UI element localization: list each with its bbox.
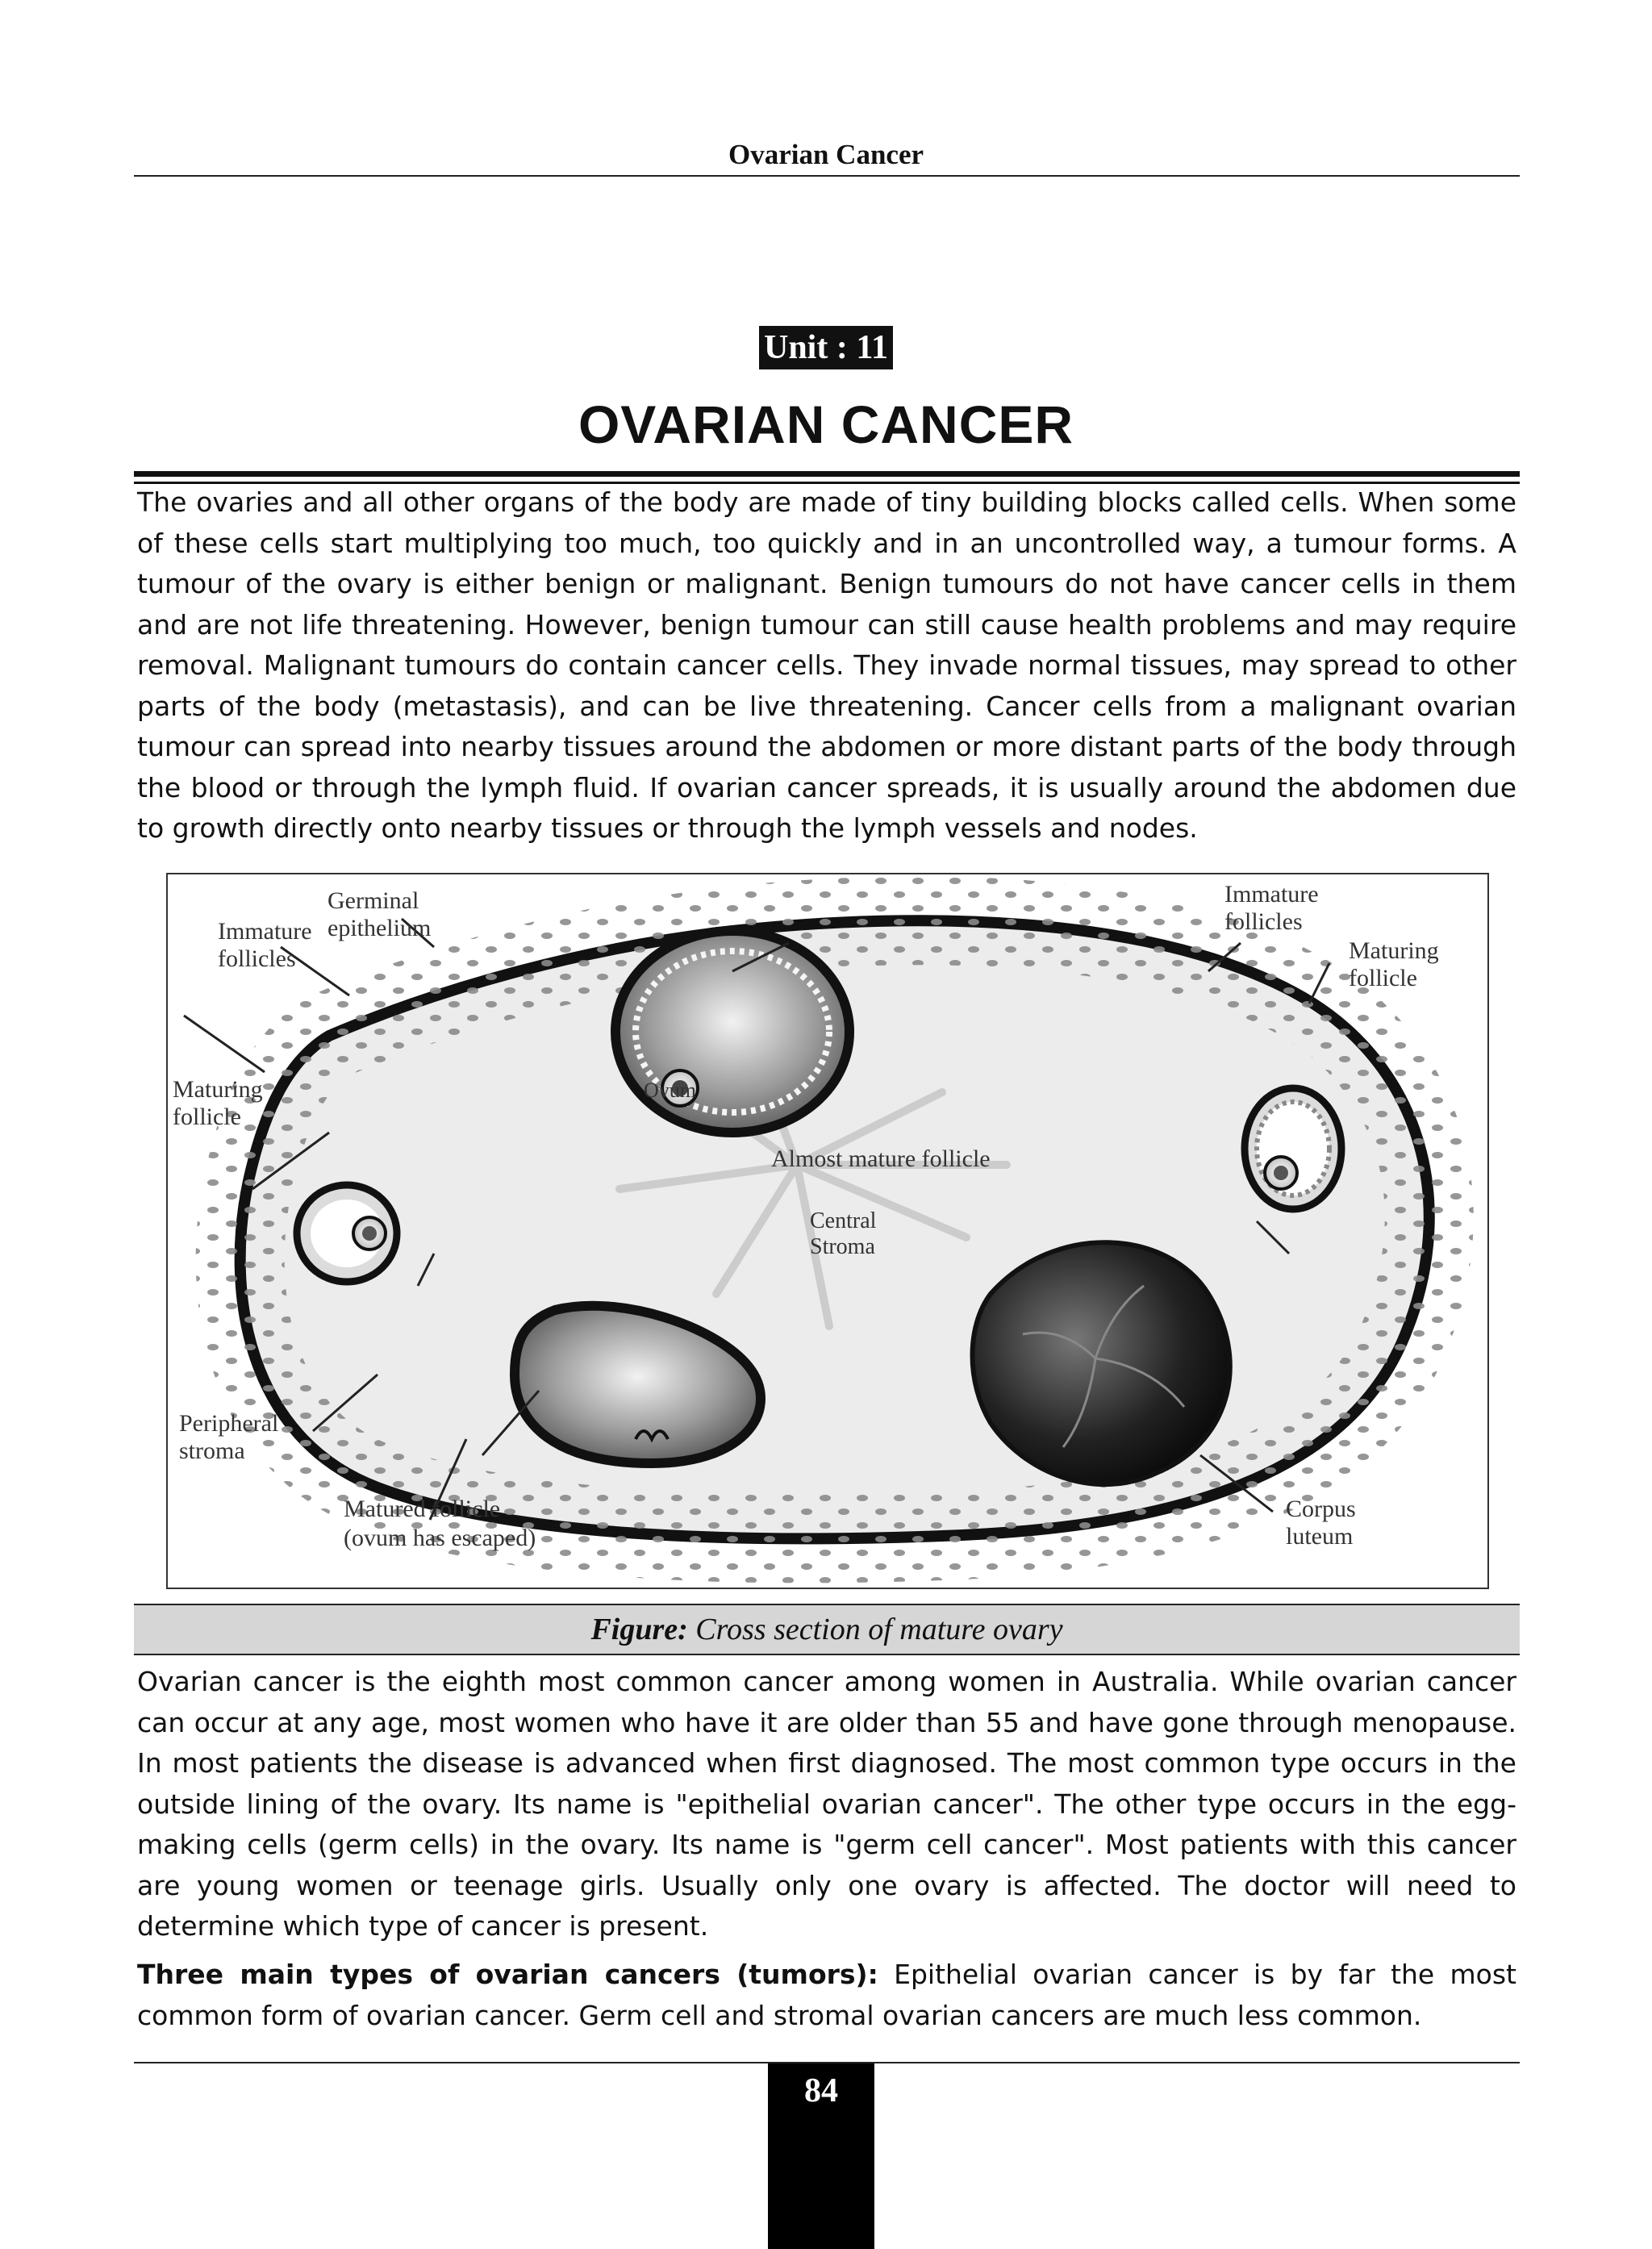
- svg-text:Immature: [1224, 881, 1319, 908]
- svg-text:Peripheral: [179, 1410, 278, 1437]
- svg-text:Matured follicle: [344, 1496, 500, 1522]
- svg-text:Stroma: [810, 1234, 875, 1259]
- svg-text:epithelium: [327, 915, 431, 941]
- label-maturing-left-2: follicle: [173, 1104, 241, 1130]
- label-peripheral-1: Peripheral: [179, 1410, 279, 1437]
- title-rule-thick: [134, 471, 1520, 477]
- caption-text: Cross section of mature ovary: [687, 1613, 1063, 1646]
- ovary-diagram: [168, 874, 1487, 1588]
- label-ovum: Ovum: [644, 1079, 696, 1102]
- unit-badge: [0, 326, 1652, 369]
- third-paragraph-heading: Three main types of ovarian cancers (tumors):: [137, 1959, 878, 1990]
- label-germinal: Germinal: [327, 887, 419, 914]
- svg-text:Immature: [218, 918, 312, 945]
- label-matured-1: Matured follicle: [344, 1496, 501, 1522]
- label-peripheral-2: stroma: [179, 1437, 245, 1464]
- figure-caption: [134, 1604, 1520, 1655]
- label-maturing-right-2: follicle: [1349, 965, 1417, 991]
- header-rule: [134, 175, 1520, 177]
- label-central-2: Stroma: [810, 1234, 875, 1259]
- svg-text:luteum: [1286, 1523, 1353, 1550]
- svg-text:follicles: [1224, 908, 1303, 935]
- label-immature-right-1: Immature: [1224, 881, 1319, 908]
- maturing-follicle-right: [1245, 1088, 1341, 1209]
- running-header: Ovarian Cancer: [728, 139, 924, 170]
- svg-text:(ovum has escaped): [344, 1525, 536, 1551]
- label-immature-left-1: Immature: [218, 918, 312, 945]
- label-immature-right-2: follicles: [1224, 908, 1303, 935]
- unit-label: Unit : 11: [759, 326, 893, 369]
- chapter-title: OVARIAN CANCER: [578, 394, 1074, 454]
- svg-text:Germinal: [327, 887, 419, 914]
- svg-text:follicle: [1349, 965, 1417, 991]
- page-number: 84: [768, 2063, 874, 2249]
- caption-label: Figure:: [590, 1613, 688, 1646]
- label-epithelium: epithelium: [327, 915, 432, 941]
- svg-text:Ovum: [644, 1079, 696, 1102]
- third-paragraph: [137, 1955, 1516, 2036]
- almost-mature-follicle: [615, 931, 849, 1133]
- corpus-luteum: [973, 1242, 1230, 1484]
- svg-text:follicles: [218, 945, 296, 972]
- label-corpus-2: luteum: [1286, 1523, 1354, 1550]
- svg-text:Maturing: [173, 1076, 263, 1103]
- svg-text:Central: [810, 1208, 877, 1233]
- label-maturing-left-1: Maturing: [173, 1076, 263, 1103]
- svg-text:Maturing: [1349, 937, 1439, 964]
- label-central-1: Central: [810, 1208, 877, 1233]
- label-almost-mature: Almost mature follicle: [771, 1145, 991, 1172]
- label-immature-left-2: follicles: [218, 945, 296, 972]
- svg-text:Corpus: [1286, 1496, 1356, 1522]
- svg-text:Almost mature follicle: [771, 1145, 991, 1172]
- second-paragraph: Ovarian cancer is the eighth most common cancer among women in Australia. While ovarian cancer can occur at any age, most women who have it are older than 55 and have gone through menopause. In most patients the disease is advanced when first diagnosed. The most common type occurs in the outside lining of the ovary. Its name is "epithelial ovarian cancer". The other type occurs in the egg-making cells (germ cells) in the ovary. Its name is "germ cell cancer". Most patients with this cancer are young women or teenage girls. Usually only one ovary is affected. The doctor will need to determine which type of cancer is present.: [137, 1666, 1516, 1942]
- intro-paragraph: The ovaries and all other organs of the body are made of tiny building blocks called cells. When some of these cells start multiplying too much, too quickly and in an uncontrolled way, a tumour forms. A tumour of the ovary is either benign or malignant. Benign tumours do not have cancer cells in them and are not life threatening. However, benign tumour can still cause health problems and may require removal. Malignant tumours do contain cancer cells. They invade normal tissues, may spread to other parts of the body (metastasis), and can be live threatening. Cancer cells from a malignant ovarian tumour can spread into nearby tissues around the abdomen or more distant parts of the body through the blood or through the lymph fluid. If ovarian cancer spreads, it is usually around the abdomen due to growth directly onto nearby tissues or through the lymph vessels and nodes.: [137, 486, 1516, 844]
- label-maturing-right-1: Maturing: [1349, 937, 1439, 964]
- label-matured-2: (ovum has escaped): [344, 1525, 536, 1551]
- svg-text:stroma: [179, 1437, 245, 1464]
- maturing-follicle-left: [297, 1185, 397, 1282]
- svg-text:follicle: [173, 1104, 241, 1130]
- label-corpus-1: Corpus: [1286, 1496, 1356, 1522]
- ovary-figure: [166, 873, 1489, 1589]
- third-paragraph-body: Epithelial ovarian cancer is by far the most common form of ovarian cancer. Germ cell and stromal ovarian cancers are much less common.: [137, 1959, 1516, 2031]
